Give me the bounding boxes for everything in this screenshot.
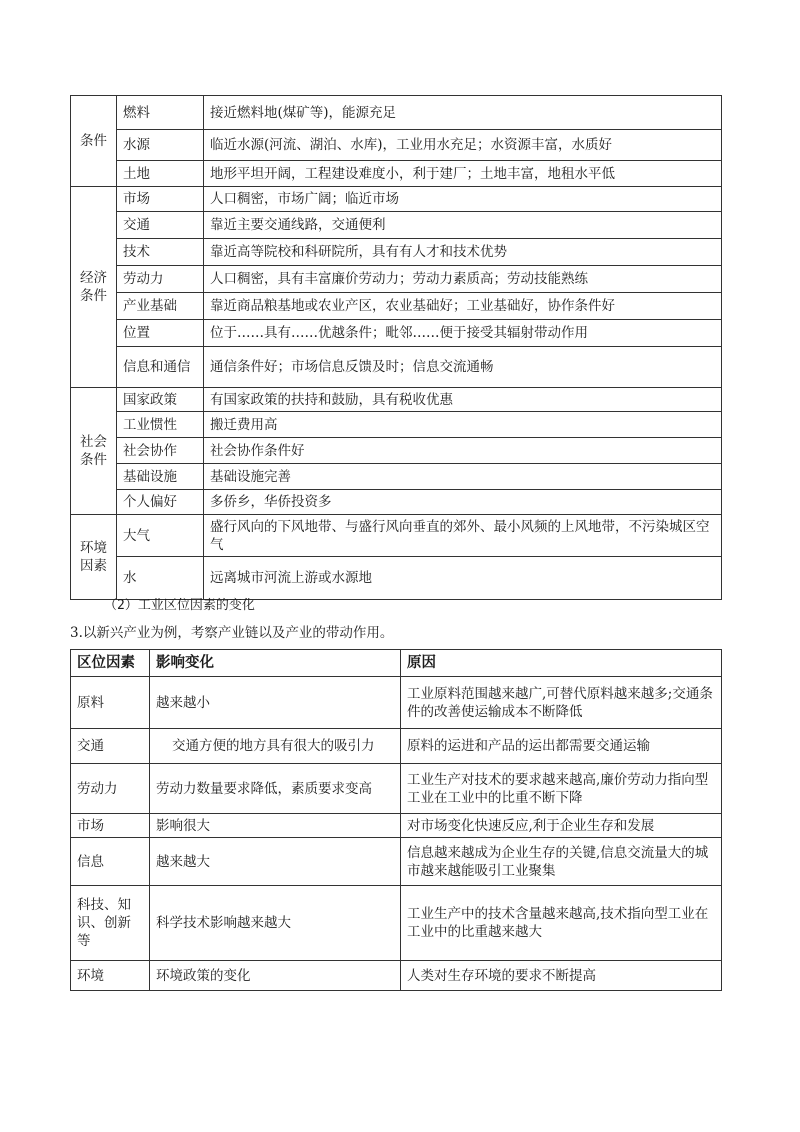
desc-cell: 搬迁费用高 [204,412,722,438]
factor-cell: 劳动力 [71,764,150,814]
factor-cell: 大气 [117,515,204,557]
factor-cell: 个人偏好 [117,490,204,515]
factor-cell: 市场 [117,187,204,212]
desc-cell: 通信条件好；市场信息反馈及时；信息交流通畅 [204,347,722,388]
desc-cell: 基础设施完善 [204,464,722,490]
factor-cell: 信息 [71,838,150,886]
desc-cell: 人口稠密，市场广阔；临近市场 [204,187,722,212]
factor-cell: 水 [117,557,204,600]
reason-cell: 工业原料范围越来越广,可替代原料越来越多;交通条件的改善使运输成本不断降低 [401,677,722,729]
category-cell: 经济条件 [71,187,117,388]
factor-cell: 交通 [117,212,204,239]
factor-cell: 产业基础 [117,293,204,320]
desc-cell: 临近水源(河流、湖泊、水库)，工业用水充足；水资源丰富，水质好 [204,130,722,161]
factor-cell: 位置 [117,320,204,347]
section-2-title: （2）工业区位因素的变化 [104,598,255,613]
desc-cell: 靠近商品粮基地或农业产区，农业基础好；工业基础好，协作条件好 [204,293,722,320]
change-cell: 影响很大 [150,814,401,838]
reason-cell: 原料的运进和产品的运出都需要交通运输 [401,729,722,764]
desc-cell: 远离城市河流上游或水源地 [204,557,722,600]
factor-cell: 环境 [71,961,150,991]
desc-cell: 接近燃料地(煤矿等)，能源充足 [204,96,722,130]
location-conditions-table [70,95,722,600]
change-cell: 科学技术影响越来越大 [150,886,401,961]
desc-cell: 盛行风向的下风地带、与盛行风向垂直的郊外、最小风频的上风地带，不污染城区空气 [204,515,722,557]
factor-cell: 劳动力 [117,266,204,293]
header-reason: 原因 [401,650,722,677]
desc-cell: 社会协作条件好 [204,438,722,464]
factor-cell: 基础设施 [117,464,204,490]
factor-cell: 市场 [71,814,150,838]
desc-cell: 位于……具有……优越条件；毗邻……便于接受其辐射带动作用 [204,320,722,347]
header-factor: 区位因素 [71,650,150,677]
reason-cell: 工业生产对技术的要求越来越高,廉价劳动力指向型工业在工业中的比重不断下降 [401,764,722,814]
factor-cell: 燃料 [117,96,204,130]
change-cell: 劳动力数量要求降低，素质要求变高 [150,764,401,814]
category-cell: 环境因素 [71,515,117,600]
reason-cell: 人类对生存环境的要求不断提高 [401,961,722,991]
factor-cell: 技术 [117,239,204,266]
factor-cell: 国家政策 [117,388,204,412]
desc-cell: 靠近高等院校和科研院所，具有有人才和技术优势 [204,239,722,266]
change-cell: 越来越小 [150,677,401,729]
reason-cell: 信息越来越成为企业生存的关键,信息交流量大的城市越来越能吸引工业聚集 [401,838,722,886]
section-3-title: 3.以新兴产业为例，考察产业链以及产业的带动作用。 [70,625,394,641]
factor-change-table [70,649,722,991]
category-cell: 条件 [71,96,117,187]
desc-cell: 靠近主要交通线路，交通便利 [204,212,722,239]
reason-cell: 对市场变化快速反应,利于企业生存和发展 [401,814,722,838]
desc-cell: 多侨乡，华侨投资多 [204,490,722,515]
reason-cell: 工业生产中的技术含量越来越高,技术指向型工业在工业中的比重越来越大 [401,886,722,961]
change-cell: 环境政策的变化 [150,961,401,991]
desc-cell: 有国家政策的扶持和鼓励，具有税收优惠 [204,388,722,412]
factor-cell: 水源 [117,130,204,161]
change-cell: 交通方便的地方具有很大的吸引力 [150,729,401,764]
factor-cell: 社会协作 [117,438,204,464]
factor-cell: 原料 [71,677,150,729]
category-cell: 社会条件 [71,388,117,515]
change-cell: 越来越大 [150,838,401,886]
factor-cell: 土地 [117,161,204,187]
factor-cell: 工业惯性 [117,412,204,438]
desc-cell: 人口稠密，具有丰富廉价劳动力；劳动力素质高；劳动技能熟练 [204,266,722,293]
desc-cell: 地形平坦开阔，工程建设难度小，利于建厂；土地丰富，地租水平低 [204,161,722,187]
factor-cell: 科技、知识、创新等 [71,886,150,961]
header-change: 影响变化 [150,650,401,677]
factor-cell: 信息和通信 [117,347,204,388]
factor-cell: 交通 [71,729,150,764]
